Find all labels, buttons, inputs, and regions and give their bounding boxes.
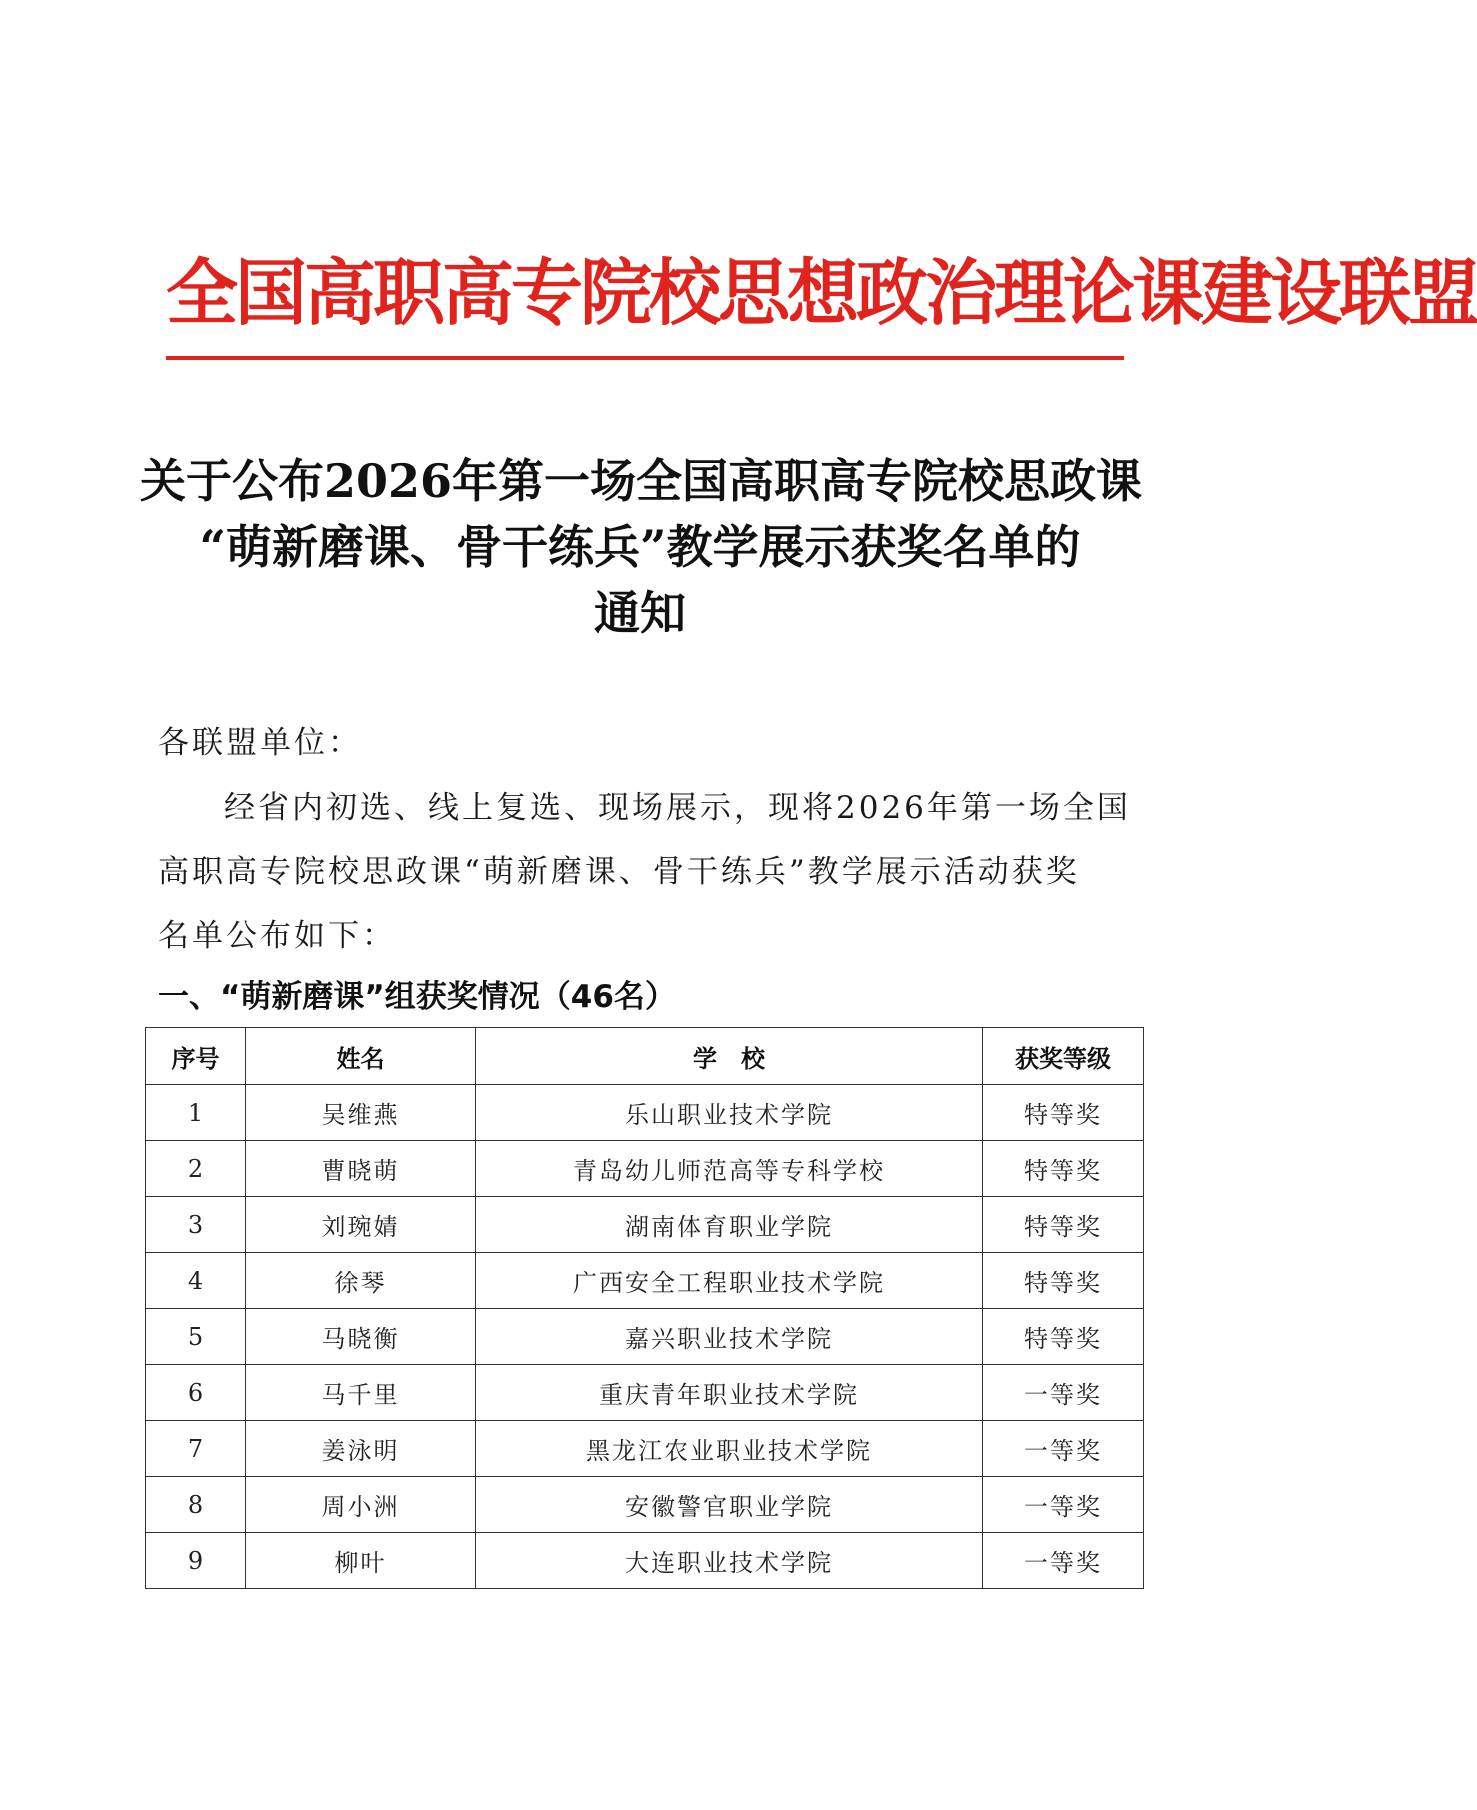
cell-name: 姜泳明	[246, 1421, 476, 1477]
title-line: “萌新磨课、骨干练兵”教学展示获奖名单的	[199, 520, 1081, 574]
header-cell-school: 学 校	[476, 1028, 983, 1085]
awards-table	[145, 1027, 1144, 1589]
cell-school: 青岛幼儿师范高等专科学校	[476, 1141, 983, 1197]
cell-name: 徐琴	[246, 1253, 476, 1309]
table-row	[146, 1253, 1144, 1309]
header-cell-name: 姓名	[246, 1028, 476, 1085]
cell-school: 湖南体育职业学院	[476, 1197, 983, 1253]
cell-name: 曹晓萌	[246, 1141, 476, 1197]
cell-index: 9	[146, 1533, 246, 1589]
cell-index: 7	[146, 1421, 246, 1477]
paragraph-line: 高职高专院校思政课“萌新磨课、骨干练兵”教学展示活动获奖	[158, 854, 1080, 890]
cell-award: 特等奖	[983, 1141, 1144, 1197]
cell-name: 马千里	[246, 1365, 476, 1421]
header-cell-index: 序号	[146, 1028, 246, 1085]
cell-award: 一等奖	[983, 1477, 1144, 1533]
table-row	[146, 1141, 1144, 1197]
table-row	[146, 1533, 1144, 1589]
cell-school: 嘉兴职业技术学院	[476, 1309, 983, 1365]
cell-index: 8	[146, 1477, 246, 1533]
table-row	[146, 1309, 1144, 1365]
document-title	[140, 448, 1143, 646]
cell-index: 4	[146, 1253, 246, 1309]
paragraph-line: 名单公布如下：	[158, 918, 396, 954]
table-row	[146, 1421, 1144, 1477]
cell-name: 吴维燕	[246, 1085, 476, 1141]
cell-award: 特等奖	[983, 1253, 1144, 1309]
cell-school: 黑龙江农业职业技术学院	[476, 1421, 983, 1477]
cell-index: 3	[146, 1197, 246, 1253]
cell-award: 一等奖	[983, 1421, 1144, 1477]
cell-school: 乐山职业技术学院	[476, 1085, 983, 1141]
cell-award: 特等奖	[983, 1197, 1144, 1253]
cell-school: 广西安全工程职业技术学院	[476, 1253, 983, 1309]
header-cell-award: 获奖等级	[983, 1028, 1144, 1085]
cell-name: 马晓衡	[246, 1309, 476, 1365]
cell-award: 特等奖	[983, 1309, 1144, 1365]
title-line: 关于公布2026年第一场全国高职高专院校思政课	[140, 454, 1143, 508]
cell-award: 一等奖	[983, 1533, 1144, 1589]
org-masthead: 全国高职高专院校思想政治理论课建设联盟	[166, 250, 1477, 335]
table-row	[146, 1197, 1144, 1253]
cell-name: 周小洲	[246, 1477, 476, 1533]
table-row	[146, 1365, 1144, 1421]
table-row	[146, 1085, 1144, 1141]
cell-name: 刘琬婧	[246, 1197, 476, 1253]
section-heading: 一、“萌新磨课”组获奖情况（46名）	[158, 979, 676, 1015]
cell-school: 安徽警官职业学院	[476, 1477, 983, 1533]
cell-school: 重庆青年职业技术学院	[476, 1365, 983, 1421]
cell-index: 2	[146, 1141, 246, 1197]
cell-award: 一等奖	[983, 1365, 1144, 1421]
cell-name: 柳叶	[246, 1533, 476, 1589]
cell-index: 5	[146, 1309, 246, 1365]
cell-index: 6	[146, 1365, 246, 1421]
masthead-red-rule	[166, 356, 1124, 360]
cell-index: 1	[146, 1085, 246, 1141]
salutation: 各联盟单位：	[158, 725, 362, 761]
table-row	[146, 1477, 1144, 1533]
paragraph-line: 经省内初选、线上复选、现场展示，现将2026年第一场全国	[224, 790, 1131, 826]
cell-school: 大连职业技术学院	[476, 1533, 983, 1589]
table-header-row	[146, 1028, 1144, 1085]
intro-paragraph	[158, 776, 1130, 968]
title-line: 通知	[594, 586, 686, 640]
cell-award: 特等奖	[983, 1085, 1144, 1141]
